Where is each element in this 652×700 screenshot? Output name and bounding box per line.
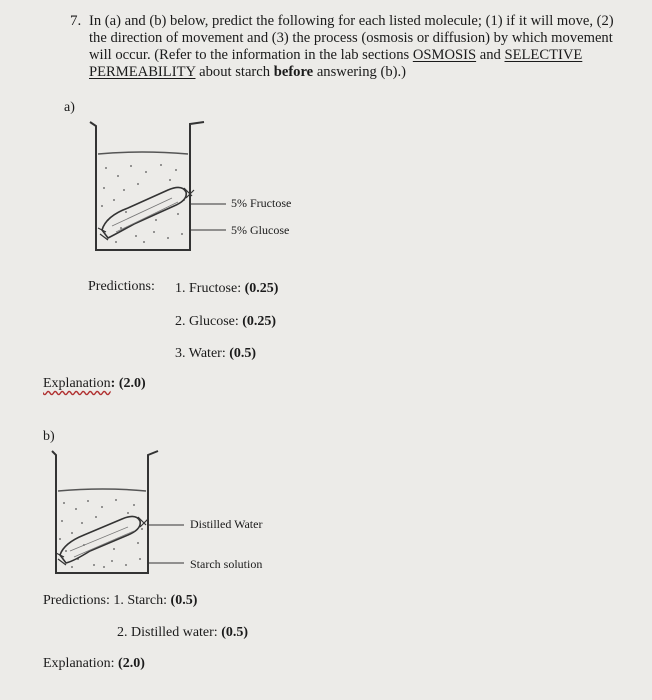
part-a-explanation-label: Explanation: [43, 376, 111, 391]
about-starch-text: about starch: [199, 64, 271, 80]
part-b-prediction-starch: [43, 593, 197, 609]
and-text: and: [479, 47, 501, 63]
beaker-b-diagram: [48, 447, 188, 577]
question-line-4: [89, 64, 406, 81]
part-b-explanation: [43, 656, 145, 672]
part-a-label: a): [64, 100, 75, 115]
prediction-glucose-text: 2. Glucose:: [175, 314, 243, 329]
selective-text: SELECTIVE: [504, 47, 583, 63]
part-a-explanation: [43, 376, 146, 392]
prediction-fructose: [175, 281, 278, 297]
before-text: before: [273, 64, 314, 80]
prediction-water-text: 3. Water:: [175, 346, 230, 361]
prediction-fructose-text: 1. Fructose:: [175, 281, 245, 296]
distilled-water-label: Distilled Water: [190, 517, 263, 531]
question-line-3: [89, 47, 582, 64]
part-b-label: b): [43, 429, 55, 444]
prediction-distilled-water-points: (0.5): [221, 625, 249, 640]
question-line-3-text: will occur. (Refer to the information in the lab sections: [89, 47, 410, 63]
question-number: 7.: [70, 13, 82, 29]
answering-text: answering (b).): [316, 64, 406, 80]
part-b-prediction-water: [117, 625, 248, 641]
starch-solution-label: Starch solution: [190, 557, 263, 571]
question-line-2: the direction of movement and (3) the process (osmosis or diffusion) by which movement: [89, 30, 613, 46]
part-b-predictions-label: Predictions: 1. Starch:: [43, 593, 171, 608]
prediction-glucose-points: (0.25): [242, 314, 277, 329]
part-b-explanation-points: (2.0): [118, 656, 145, 671]
prediction-starch-points: (0.5): [170, 593, 198, 608]
prediction-distilled-water-text: 2. Distilled water:: [117, 625, 222, 640]
permeability-text: PERMEABILITY: [89, 64, 196, 80]
fructose-label: 5% Fructose: [231, 196, 292, 210]
prediction-fructose-points: (0.25): [244, 281, 279, 296]
part-a-predictions-label: Predictions:: [88, 279, 155, 294]
question-line-1: In (a) and (b) below, predict the following for each listed molecule; (1) if it will move, (2): [89, 13, 614, 29]
prediction-glucose: [175, 314, 276, 330]
part-b-explanation-label: Explanation:: [43, 656, 119, 671]
glucose-label: 5% Glucose: [231, 223, 290, 237]
prediction-water: [175, 346, 256, 362]
part-a-explanation-points: : (2.0): [110, 376, 146, 391]
osmosis-link-text: OSMOSIS: [412, 47, 477, 63]
prediction-water-points: (0.5): [229, 346, 257, 361]
